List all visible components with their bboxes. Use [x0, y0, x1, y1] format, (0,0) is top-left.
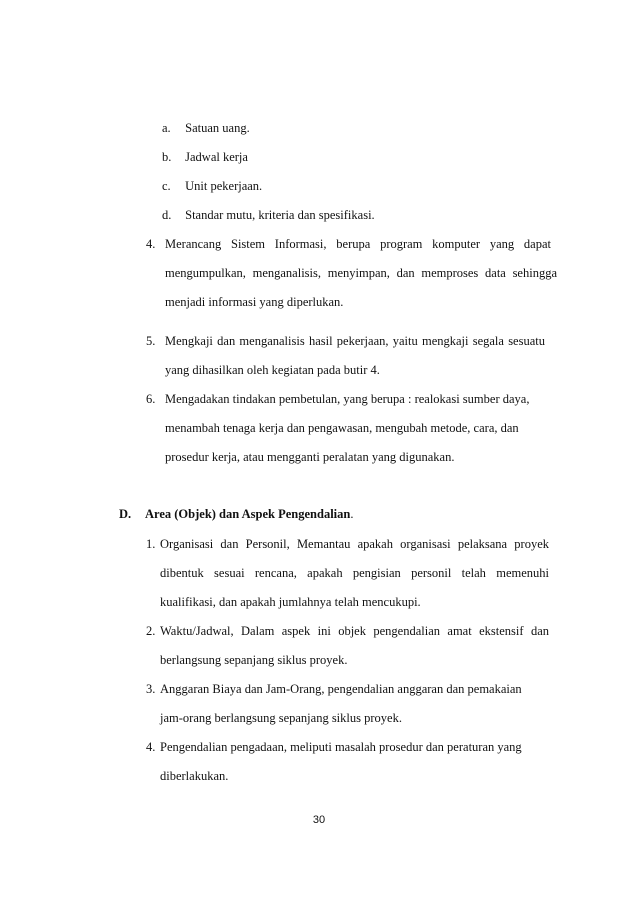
- list-marker: 4.: [146, 237, 156, 251]
- list-item-line: Merancang Sistem Informasi, berupa program komputer yang dapat: [165, 237, 551, 251]
- list-marker: 4.: [146, 740, 156, 754]
- list-item-line: Anggaran Biaya dan Jam-Orang, pengendalian anggaran dan pemakaian: [160, 682, 522, 696]
- list-item-text: Unit pekerjaan.: [185, 179, 263, 193]
- list-marker: 5.: [146, 334, 156, 348]
- list-item: [162, 207, 375, 223]
- list-item-line: Waktu/Jadwal, Dalam aspek ini objek pengendalian amat ekstensif dan: [160, 624, 549, 638]
- list-item-line: prosedur kerja, atau mengganti peralatan yang digunakan.: [165, 450, 455, 464]
- list-item-line: diberlakukan.: [160, 769, 229, 783]
- list-item-text: Standar mutu, kriteria dan spesifikasi.: [185, 208, 375, 222]
- list-item-line: berlangsung sepanjang siklus proyek.: [160, 653, 348, 667]
- list-marker: d.: [162, 208, 172, 222]
- section-heading: [119, 506, 353, 522]
- list-item-line: kualifikasi, dan apakah jumlahnya telah mencukupi.: [160, 595, 421, 609]
- list-item-line: jam-orang berlangsung sepanjang siklus proyek.: [160, 711, 402, 725]
- list-item: [162, 120, 250, 136]
- section-marker: D.: [119, 507, 132, 521]
- list-item-text: Satuan uang.: [185, 121, 250, 135]
- section-period: .: [350, 507, 354, 521]
- list-item-line: dibentuk sesuai rencana, apakah pengisian personil telah memenuhi: [160, 566, 549, 580]
- list-item: [162, 149, 248, 165]
- list-marker: 3.: [146, 682, 156, 696]
- page-number: 30: [312, 814, 326, 826]
- list-marker: 1.: [146, 537, 156, 551]
- list-item-line: menambah tenaga kerja dan pengawasan, mengubah metode, cara, dan: [165, 421, 519, 435]
- list-marker: c.: [162, 179, 171, 193]
- list-marker: 2.: [146, 624, 156, 638]
- list-marker: b.: [162, 150, 172, 164]
- list-item-line: Mengadakan tindakan pembetulan, yang berupa : realokasi sumber daya,: [165, 392, 530, 406]
- list-item-line: Mengkaji dan menganalisis hasil pekerjaan, yaitu mengkaji segala sesuatu: [165, 334, 545, 348]
- list-item: [162, 178, 262, 194]
- list-item-line: Organisasi dan Personil, Memantau apakah organisasi pelaksana proyek: [160, 537, 549, 551]
- list-marker: 6.: [146, 392, 156, 406]
- list-item-line: yang dihasilkan oleh kegiatan pada butir 4.: [165, 363, 380, 377]
- list-item-line: Pengendalian pengadaan, meliputi masalah prosedur dan peraturan yang: [160, 740, 522, 754]
- list-item-text: Jadwal kerja: [185, 150, 248, 164]
- list-marker: a.: [162, 121, 171, 135]
- section-title: Area (Objek) dan Aspek Pengendalian: [145, 507, 351, 521]
- list-item-line: menjadi informasi yang diperlukan.: [165, 295, 344, 309]
- list-item-line: mengumpulkan, menganalisis, menyimpan, dan memproses data sehingga: [165, 266, 557, 280]
